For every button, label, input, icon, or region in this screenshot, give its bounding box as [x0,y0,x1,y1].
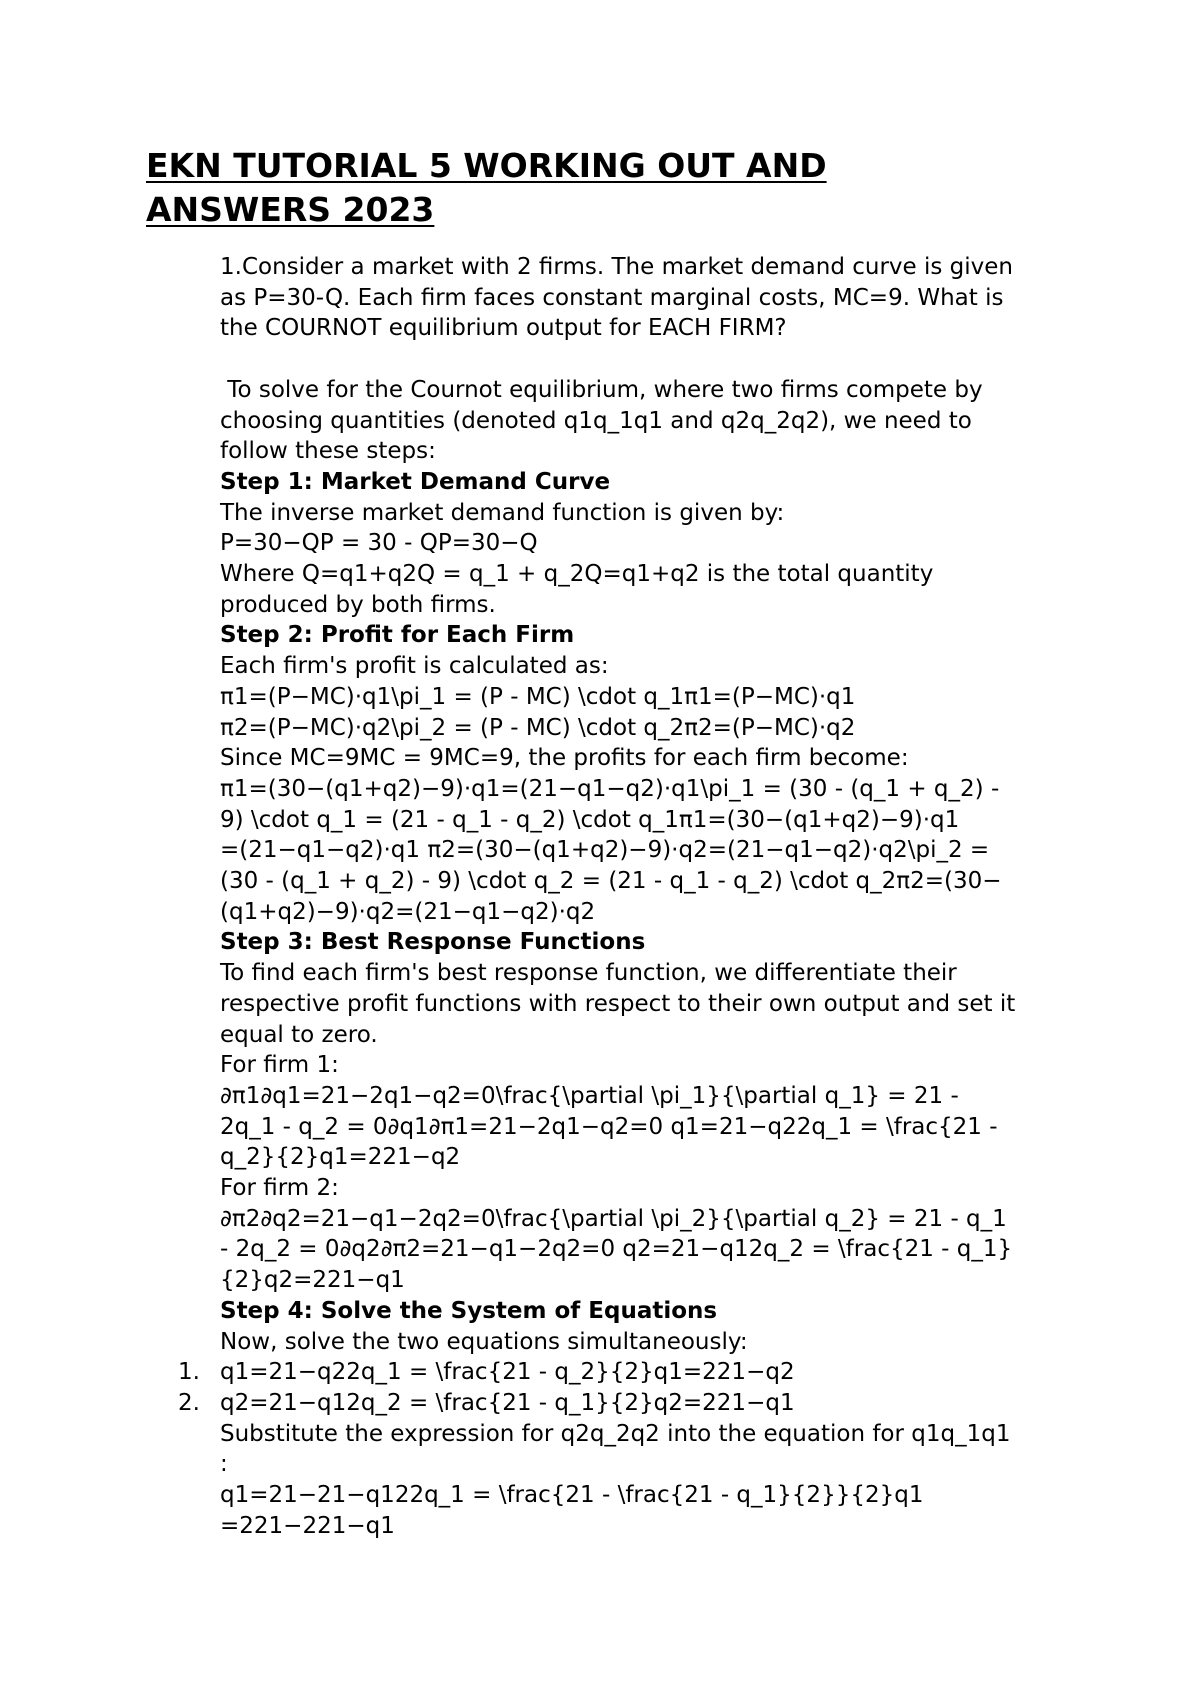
numbered-item [178,1357,1070,1388]
step-4-line: =221−221−q1 [220,1512,395,1539]
document-body [178,252,1070,1542]
step-2-line: π1=(P−MC)⋅q1\pi_1 = (P - MC) \cdot q_1π1=(P−MC)⋅q1 [220,683,856,710]
step-4-line: Substitute the expression for q2q_2q2 into the equation for q1q_1q1 [220,1420,1011,1447]
step-3-line: q_2}{2}q1=221−q2 [220,1144,461,1171]
step-1-line: produced by both firms. [220,591,496,618]
step-3-heading: Step 3: Best Response Functions [220,929,646,956]
intro-line: To solve for the Cournot equilibrium, where two firms compete by [220,376,983,403]
step-3-line: respective profit functions with respect to their own output and set it [220,990,1016,1017]
step-3-line: For firm 1: [220,1052,339,1079]
step-2-line: Each firm's profit is calculated as: [220,653,609,680]
numbered-item [178,1388,1070,1419]
intro-line: follow these steps: [220,438,436,465]
step-2-section [220,620,1070,927]
step-2-line: π2=(P−MC)⋅q2\pi_2 = (P - MC) \cdot q_2π2=(P−MC)⋅q2 [220,714,856,741]
step-1-line: P=30−QP = 30 - QP=30−Q [220,530,538,557]
question-line: as P=30-Q. Each firm faces constant marginal costs, MC=9. What is [220,284,1004,311]
step-4-section [178,1296,1070,1542]
step-2-line: =(21−q1−q2)⋅q1 π2=(30−(q1+q2)−9)⋅q2=(21−q1−q2)⋅q2\pi_2 = [220,837,990,864]
document-title [146,144,1046,232]
title-line-2: ANSWERS 2023 [146,190,435,229]
step-1-section [220,467,1070,621]
step-3-section [220,927,1070,1295]
step-2-heading: Step 2: Profit for Each Firm [220,622,575,649]
item-number: 2. [178,1390,200,1416]
step-1-heading: Step 1: Market Demand Curve [220,468,611,495]
item-text: q1=21−q22q_1 = \frac{21 - q_2}{2}q1=221−q2 [220,1359,795,1386]
step-3-line: 2q_1 - q_2 = 0∂q1∂π1=21−2q1−q2=0 q1=21−q22q_1 = \frac{21 - [220,1113,998,1140]
step-3-line: equal to zero. [220,1021,378,1048]
step-1-line: Where Q=q1+q2Q = q_1 + q_2Q=q1+q2 is the total quantity [220,561,934,588]
step-3-line: To find each firm's best response function, we differentiate their [220,960,957,987]
step-2-line: π1=(30−(q1+q2)−9)⋅q1=(21−q1−q2)⋅q1\pi_1 = (30 - (q_1 + q_2) - [220,775,1000,802]
step-4-intro: Now, solve the two equations simultaneously: [220,1328,748,1355]
step-3-line: ∂π1∂q1=21−2q1−q2=0\frac{\partial \pi_1}{\partial q_1} = 21 - [220,1082,959,1109]
intro-block [220,375,1070,467]
intro-line: choosing quantities (denoted q1q_1q1 and q2q_2q2), we need to [220,407,972,434]
step-3-line: For firm 2: [220,1175,339,1202]
title-line-1: EKN TUTORIAL 5 WORKING OUT AND [146,146,827,185]
step-2-line: (q1+q2)−9)⋅q2=(21−q1−q2)⋅q2 [220,898,596,925]
paragraph-gap [220,344,1070,375]
item-text: q2=21−q12q_2 = \frac{21 - q_1}{2}q2=221−q1 [220,1390,795,1416]
step-1-line: The inverse market demand function is given by: [220,499,785,526]
step-4-heading: Step 4: Solve the System of Equations [220,1297,718,1324]
item-number: 1. [178,1359,200,1386]
step-4-line: q1=21−21−q122q_1 = \frac{21 - \frac{21 - q_1}{2}}{2}q1 [220,1482,924,1509]
step-2-line: (30 - (q_1 + q_2) - 9) \cdot q_2 = (21 - q_1 - q_2) \cdot q_2π2=(30− [220,868,1002,895]
question-block [220,252,1070,344]
question-line: the COURNOT equilibrium output for EACH FIRM? [220,315,787,342]
step-3-line: ∂π2∂q2=21−q1−2q2=0\frac{\partial \pi_2}{\partial q_2} = 21 - q_1 [220,1205,1007,1232]
step-3-line: - 2q_2 = 0∂q2∂π2=21−q1−2q2=0 q2=21−q12q_2 = \frac{21 - q_1} [220,1236,1013,1263]
step-4-line: : [220,1451,228,1478]
step-2-line: 9) \cdot q_1 = (21 - q_1 - q_2) \cdot q_1π1=(30−(q1+q2)−9)⋅q1 [220,806,960,833]
step-2-line: Since MC=9MC = 9MC=9, the profits for each firm become: [220,745,909,772]
question-line: 1.Consider a market with 2 firms. The market demand curve is given [220,254,1014,280]
step-3-line: {2}q2=221−q1 [220,1267,405,1294]
